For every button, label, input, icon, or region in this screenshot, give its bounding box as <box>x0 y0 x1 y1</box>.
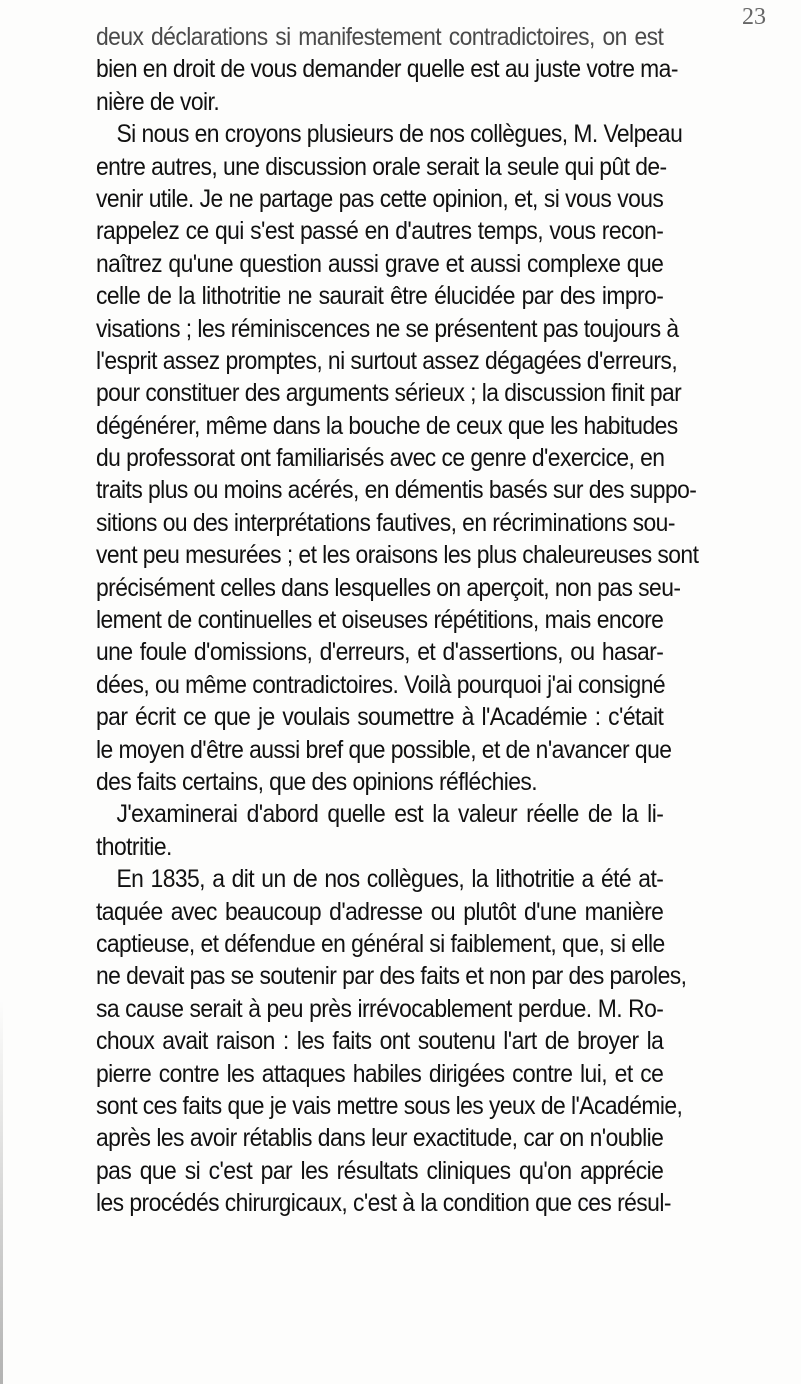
text-line: par écrit ce que je voulais soumettre à l'Académie : c'était <box>96 704 664 732</box>
text-line: lement de continuelles et oiseuses répétitions, mais encore <box>96 607 664 635</box>
text-line: traits plus ou moins acérés, en démentis basés sur des suppo- <box>96 477 697 505</box>
text-line: l'esprit assez promptes, ni surtout assez dégagées d'erreurs, <box>96 347 678 375</box>
text-line: sont ces faits que je vais mettre sous les yeux de l'Académie, <box>96 1092 683 1120</box>
text-line: du professorat ont familiarisés avec ce genre d'exercice, en <box>96 445 665 473</box>
text-line: entre autres, une discussion orale serait la seule qui pût de- <box>96 153 667 181</box>
text-line: deux déclarations si manifestement contradictoires, on est <box>96 24 664 51</box>
text-line: pas que si c'est par les résultats cliniques qu'on apprécie <box>96 1157 664 1185</box>
text-line: visations ; les réminiscences ne se présentent pas toujours à <box>96 315 679 343</box>
text-line: précisément celles dans lesquelles on aperçoit, non pas seu- <box>96 574 681 602</box>
text-line: dées, ou même contradictoires. Voilà pourquoi j'ai consigné <box>96 671 666 699</box>
text-line: les procédés chirurgicaux, c'est à la condition que ces résul- <box>96 1190 671 1218</box>
text-line: ne devait pas se soutenir par des faits et non par des paroles, <box>96 963 687 991</box>
text-line: pour constituer des arguments sérieux ; la discussion finit par <box>96 380 682 408</box>
text-line: choux avait raison : les faits ont soutenu l'art de broyer la <box>96 1028 664 1056</box>
text-line: celle de la lithotritie ne saurait être élucidée par des impro- <box>96 283 664 311</box>
text-line: pierre contre les attaques habiles dirigées contre lui, et ce <box>96 1060 664 1088</box>
text-line: vent peu mesurées ; et les oraisons les plus chaleureuses sont <box>96 542 699 570</box>
text-line: une foule d'omissions, d'erreurs, et d'assertions, ou hasar- <box>96 639 664 667</box>
text-line: sitions ou des interprétations fautives, en récriminations sou- <box>96 509 675 537</box>
text-line: En 1835, a dit un de nos collègues, la lithotritie a été at- <box>116 866 664 894</box>
text-line: des faits certains, que des opinions réfléchies. <box>96 768 538 796</box>
text-line: rappelez ce qui s'est passé en d'autres temps, vous recon- <box>96 218 664 246</box>
text-line: naîtrez qu'une question aussi grave et aussi complexe que <box>96 250 664 278</box>
scan-edge-shadow <box>0 1000 3 1384</box>
text-line: le moyen d'être aussi bref que possible, et de n'avancer que <box>96 736 672 764</box>
text-line: après les avoir rétablis dans leur exactitude, car on n'oublie <box>96 1125 664 1153</box>
page-number: 23 <box>742 4 766 30</box>
text-line: J'examinerai d'abord quelle est la valeur réelle de la li- <box>116 801 664 829</box>
text-line: Si nous en croyons plusieurs de nos collègues, M. Velpeau <box>116 121 683 149</box>
text-line: thotritie. <box>96 833 172 861</box>
body-text <box>96 22 699 1220</box>
text-line: taquée avec beaucoup d'adresse ou plutôt d'une manière <box>96 898 664 926</box>
text-line: nière de voir. <box>96 88 220 116</box>
text-line: sa cause serait à peu près irrévocablement perdue. M. Ro- <box>96 995 664 1023</box>
text-line: venir utile. Je ne partage pas cette opinion, et, si vous vous <box>96 185 664 213</box>
text-line: captieuse, et défendue en général si faiblement, que, si elle <box>96 930 665 958</box>
text-line: dégénérer, même dans la bouche de ceux que les habitudes <box>96 412 678 440</box>
text-line: bien en droit de vous demander quelle est au juste votre ma- <box>96 56 678 84</box>
